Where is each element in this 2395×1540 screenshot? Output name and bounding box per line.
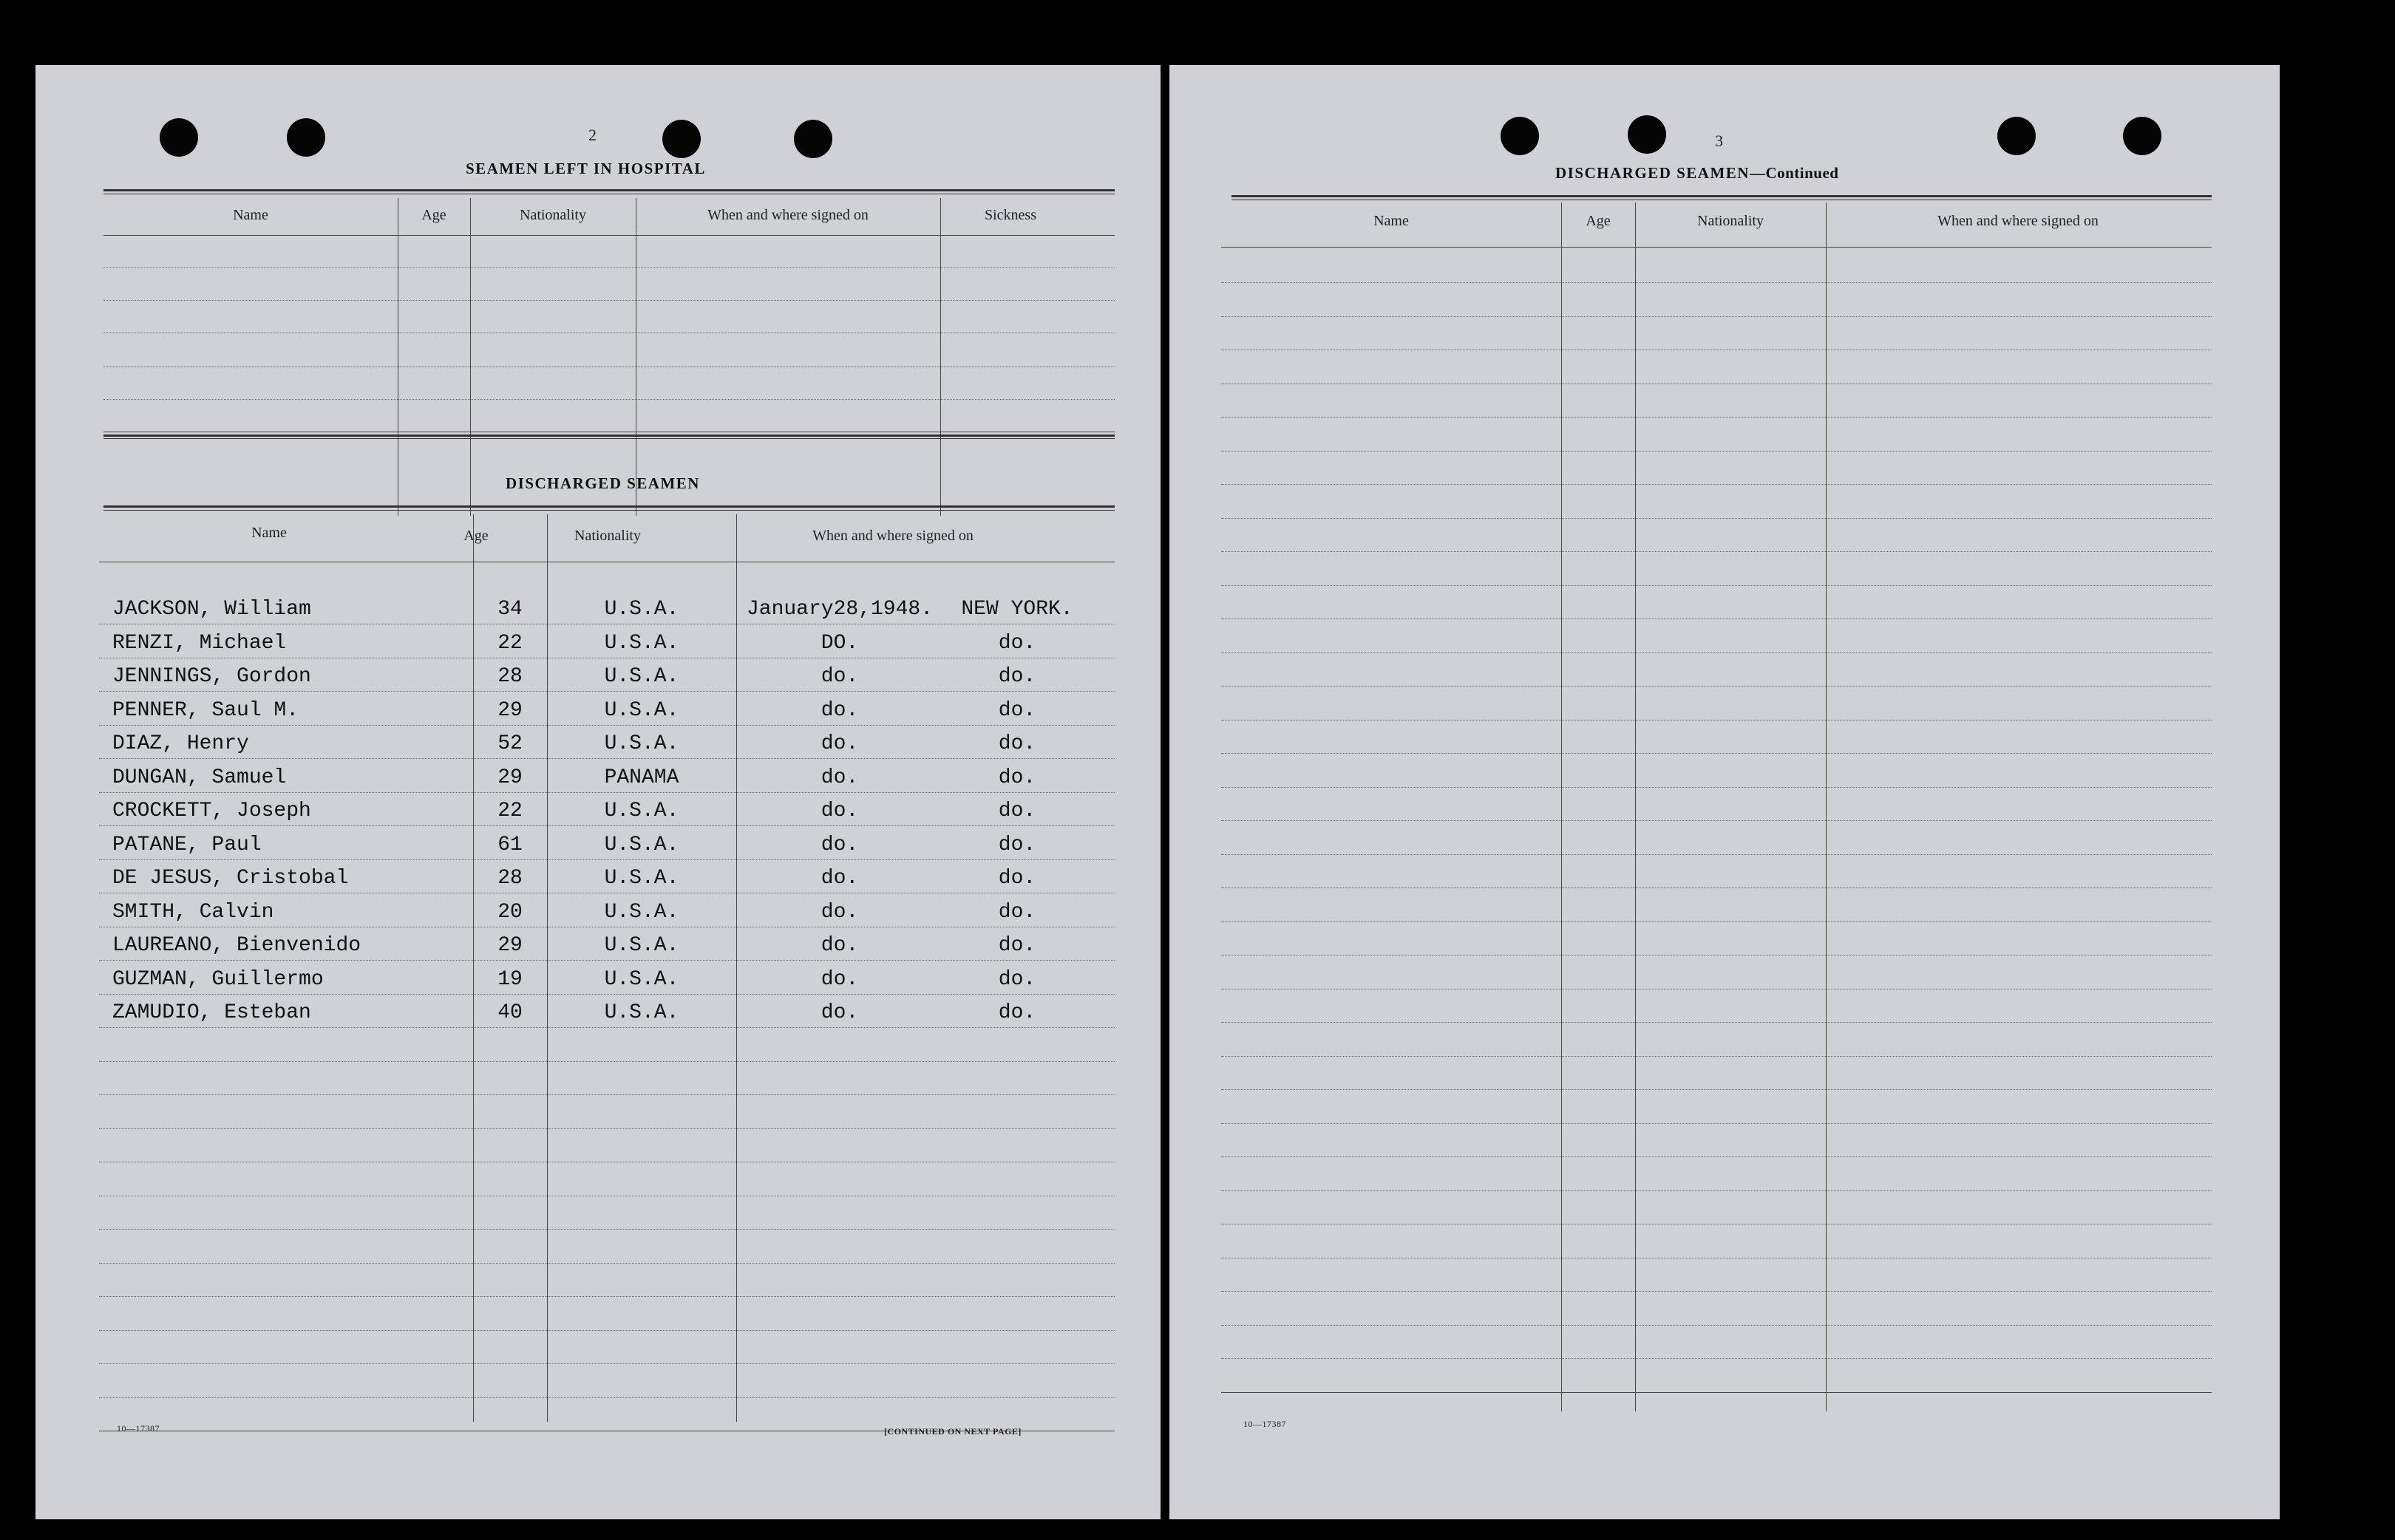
ruled-line bbox=[1221, 1291, 2212, 1292]
ruled-line bbox=[1221, 1392, 2212, 1393]
page-number: 2 bbox=[588, 126, 597, 144]
signed-on-date: do. bbox=[821, 867, 859, 890]
signed-on-port: do. bbox=[998, 631, 1036, 655]
column-header-nationality: Nationality bbox=[520, 207, 586, 223]
punch-hole bbox=[1628, 115, 1666, 154]
seaman-name: DUNGAN, Samuel bbox=[112, 766, 287, 789]
seaman-name: PENNER, Saul M. bbox=[112, 698, 299, 722]
discharged-continued-table bbox=[1221, 202, 2212, 1411]
ruled-line bbox=[99, 1263, 1115, 1264]
seaman-name: LAUREANO, Bienvenido bbox=[112, 934, 361, 957]
seaman-name: DIAZ, Henry bbox=[112, 732, 249, 755]
column-header-signed-on: When and where signed on bbox=[1937, 213, 2099, 229]
punch-hole bbox=[160, 118, 198, 157]
seaman-age: 19 bbox=[497, 967, 523, 991]
ruled-line bbox=[99, 1094, 1115, 1095]
ruled-line bbox=[1221, 1358, 2212, 1359]
ruled-line bbox=[1221, 1190, 2212, 1191]
table-row bbox=[99, 692, 1115, 725]
signed-on-port: do. bbox=[998, 732, 1036, 755]
double-rule bbox=[103, 435, 1115, 439]
discharged-seamen-table bbox=[99, 514, 1115, 1422]
signed-on-date: do. bbox=[821, 1001, 859, 1024]
signed-on-date: do. bbox=[821, 732, 859, 755]
ruled-line bbox=[1221, 316, 2212, 317]
table-header bbox=[1221, 202, 2212, 248]
ruled-line bbox=[99, 994, 1115, 995]
punch-hole bbox=[662, 120, 701, 158]
seaman-name: CROCKETT, Joseph bbox=[112, 800, 311, 822]
seaman-age: 52 bbox=[497, 732, 523, 755]
signed-on-port: do. bbox=[998, 967, 1036, 991]
table-row bbox=[99, 658, 1115, 691]
seaman-nationality: U.S.A. bbox=[604, 867, 679, 890]
hospital-table bbox=[103, 198, 1115, 516]
ruled-line bbox=[1221, 551, 2212, 552]
signed-on-date: DO. bbox=[821, 631, 859, 655]
punch-hole bbox=[794, 120, 832, 158]
seaman-nationality: U.S.A. bbox=[604, 967, 679, 991]
ruled-line bbox=[99, 1027, 1115, 1028]
discharged-section-title: DISCHARGED SEAMEN bbox=[506, 474, 700, 492]
punch-hole bbox=[1997, 117, 2036, 155]
ruled-line bbox=[1221, 921, 2212, 922]
column-header-nationality: Nationality bbox=[574, 528, 641, 544]
signed-on-port: NEW YORK. bbox=[961, 598, 1073, 621]
seaman-age: 29 bbox=[497, 698, 523, 722]
ruled-line bbox=[99, 725, 1115, 726]
column-header-age: Age bbox=[1586, 213, 1611, 229]
ruled-line bbox=[99, 1296, 1115, 1297]
ruled-line bbox=[1221, 484, 2212, 485]
seaman-nationality: U.S.A. bbox=[604, 934, 679, 957]
column-header-nationality: Nationality bbox=[1697, 213, 1764, 229]
ruled-line bbox=[1221, 1325, 2212, 1326]
table-row bbox=[99, 893, 1115, 927]
column-header-age: Age bbox=[463, 528, 489, 544]
column-header-name: Name bbox=[233, 207, 268, 223]
ruled-line bbox=[1221, 451, 2212, 452]
seaman-age: 40 bbox=[497, 1001, 523, 1024]
right-page bbox=[1169, 65, 2280, 1519]
signed-on-port: do. bbox=[998, 900, 1036, 924]
table-header bbox=[99, 514, 1115, 562]
table-row bbox=[99, 927, 1115, 960]
ruled-line bbox=[1221, 417, 2212, 418]
ruled-line bbox=[99, 792, 1115, 793]
signed-on-date: January28,1948. bbox=[746, 598, 934, 621]
seaman-name: JENNINGS, Gordon bbox=[112, 665, 311, 688]
seaman-name: SMITH, Calvin bbox=[112, 900, 274, 924]
column-header-sickness: Sickness bbox=[985, 207, 1036, 223]
ruled-line bbox=[1221, 787, 2212, 788]
column-divider bbox=[470, 198, 471, 516]
form-number: 10—17387 bbox=[1243, 1419, 1286, 1429]
signed-on-port: do. bbox=[998, 698, 1036, 722]
ruled-line bbox=[1221, 1123, 2212, 1124]
column-header-signed-on: When and where signed on bbox=[812, 528, 974, 544]
double-rule bbox=[103, 505, 1115, 511]
table-row bbox=[99, 792, 1115, 825]
table-row bbox=[99, 624, 1115, 658]
column-header-name: Name bbox=[251, 525, 287, 541]
ruled-line bbox=[103, 399, 1115, 400]
signed-on-date: do. bbox=[821, 967, 859, 991]
form-number: 10—17387 bbox=[117, 1423, 160, 1434]
table-row bbox=[99, 725, 1115, 758]
table-row bbox=[99, 961, 1115, 994]
title-suffix: —Continued bbox=[1749, 164, 1839, 182]
seaman-name: GUZMAN, Guillermo bbox=[112, 967, 324, 991]
seaman-age: 20 bbox=[497, 900, 523, 924]
signed-on-port: do. bbox=[998, 1001, 1036, 1024]
discharged-continued-title bbox=[1555, 164, 1838, 183]
seaman-age: 29 bbox=[497, 934, 523, 957]
ruled-line bbox=[99, 825, 1115, 826]
seaman-nationality: U.S.A. bbox=[604, 698, 679, 722]
ruled-line bbox=[1221, 585, 2212, 586]
seaman-name: PATANE, Paul bbox=[112, 833, 262, 856]
ruled-line bbox=[1221, 753, 2212, 754]
seaman-age: 29 bbox=[497, 766, 523, 789]
ruled-line bbox=[1221, 1156, 2212, 1157]
seaman-nationality: U.S.A. bbox=[604, 1001, 679, 1024]
ruled-line bbox=[1221, 820, 2212, 821]
left-page bbox=[35, 65, 1161, 1519]
signed-on-port: do. bbox=[998, 867, 1036, 890]
seaman-nationality: U.S.A. bbox=[604, 732, 679, 755]
signed-on-port: do. bbox=[998, 766, 1036, 789]
table-row bbox=[99, 759, 1115, 792]
ruled-line bbox=[99, 1330, 1115, 1331]
signed-on-port: do. bbox=[998, 934, 1036, 957]
table-row bbox=[99, 859, 1115, 893]
column-header-signed-on: When and where signed on bbox=[707, 207, 869, 223]
ruled-line bbox=[1221, 887, 2212, 888]
ruled-line bbox=[1221, 854, 2212, 855]
seaman-nationality: U.S.A. bbox=[604, 800, 679, 822]
signed-on-date: do. bbox=[821, 833, 859, 856]
seaman-nationality: U.S.A. bbox=[604, 900, 679, 924]
signed-on-port: do. bbox=[998, 665, 1036, 688]
table-row bbox=[99, 826, 1115, 859]
double-rule bbox=[1232, 195, 2212, 200]
seaman-age: 34 bbox=[497, 598, 523, 621]
signed-on-date: do. bbox=[821, 766, 859, 789]
table-header bbox=[103, 198, 1115, 236]
double-rule bbox=[103, 189, 1115, 194]
signed-on-date: do. bbox=[821, 800, 859, 822]
ruled-line bbox=[1221, 1089, 2212, 1090]
seaman-age: 61 bbox=[497, 833, 523, 856]
seaman-age: 28 bbox=[497, 665, 523, 688]
seaman-age: 22 bbox=[497, 800, 523, 822]
page-number: 3 bbox=[1715, 132, 1723, 150]
seaman-name: DE JESUS, Cristobal bbox=[112, 867, 349, 890]
seaman-age: 28 bbox=[497, 867, 523, 890]
column-header-name: Name bbox=[1373, 213, 1409, 229]
title-text: DISCHARGED SEAMEN bbox=[1555, 164, 1750, 182]
ruled-line bbox=[1221, 1056, 2212, 1057]
seaman-name: RENZI, Michael bbox=[112, 631, 287, 655]
ruled-line bbox=[1221, 282, 2212, 283]
seaman-nationality: U.S.A. bbox=[604, 631, 679, 655]
column-divider bbox=[940, 198, 941, 516]
ruled-line bbox=[103, 300, 1115, 301]
table-row bbox=[99, 994, 1115, 1027]
punch-hole bbox=[1501, 117, 1539, 155]
seaman-nationality: U.S.A. bbox=[604, 833, 679, 856]
signed-on-date: do. bbox=[821, 665, 859, 688]
punch-hole bbox=[2123, 117, 2161, 155]
ruled-line bbox=[99, 758, 1115, 759]
ruled-line bbox=[99, 1397, 1115, 1398]
hospital-section-title: SEAMEN LEFT IN HOSPITAL bbox=[466, 160, 706, 177]
seaman-nationality: U.S.A. bbox=[604, 598, 679, 621]
signed-on-date: do. bbox=[821, 934, 859, 957]
signed-on-date: do. bbox=[821, 698, 859, 722]
ruled-line bbox=[99, 1229, 1115, 1230]
seaman-name: JACKSON, William bbox=[112, 598, 311, 621]
ruled-line bbox=[99, 960, 1115, 961]
column-header-age: Age bbox=[421, 207, 446, 223]
seaman-name: ZAMUDIO, Esteban bbox=[112, 1001, 311, 1024]
table-row bbox=[99, 590, 1115, 624]
seaman-age: 22 bbox=[497, 631, 523, 655]
ruled-line bbox=[1221, 518, 2212, 519]
punch-hole bbox=[287, 118, 325, 157]
ruled-line bbox=[99, 1128, 1115, 1129]
seaman-nationality: U.S.A. bbox=[604, 665, 679, 688]
signed-on-port: do. bbox=[998, 833, 1036, 856]
continued-note: [CONTINUED ON NEXT PAGE] bbox=[884, 1426, 1022, 1437]
ruled-line bbox=[1221, 1022, 2212, 1023]
ruled-line bbox=[99, 1061, 1115, 1062]
seaman-nationality: PANAMA bbox=[604, 766, 679, 789]
ruled-line bbox=[99, 1363, 1115, 1364]
ruled-line bbox=[99, 691, 1115, 692]
ruled-line bbox=[99, 859, 1115, 860]
signed-on-date: do. bbox=[821, 900, 859, 924]
signed-on-port: do. bbox=[998, 800, 1036, 822]
